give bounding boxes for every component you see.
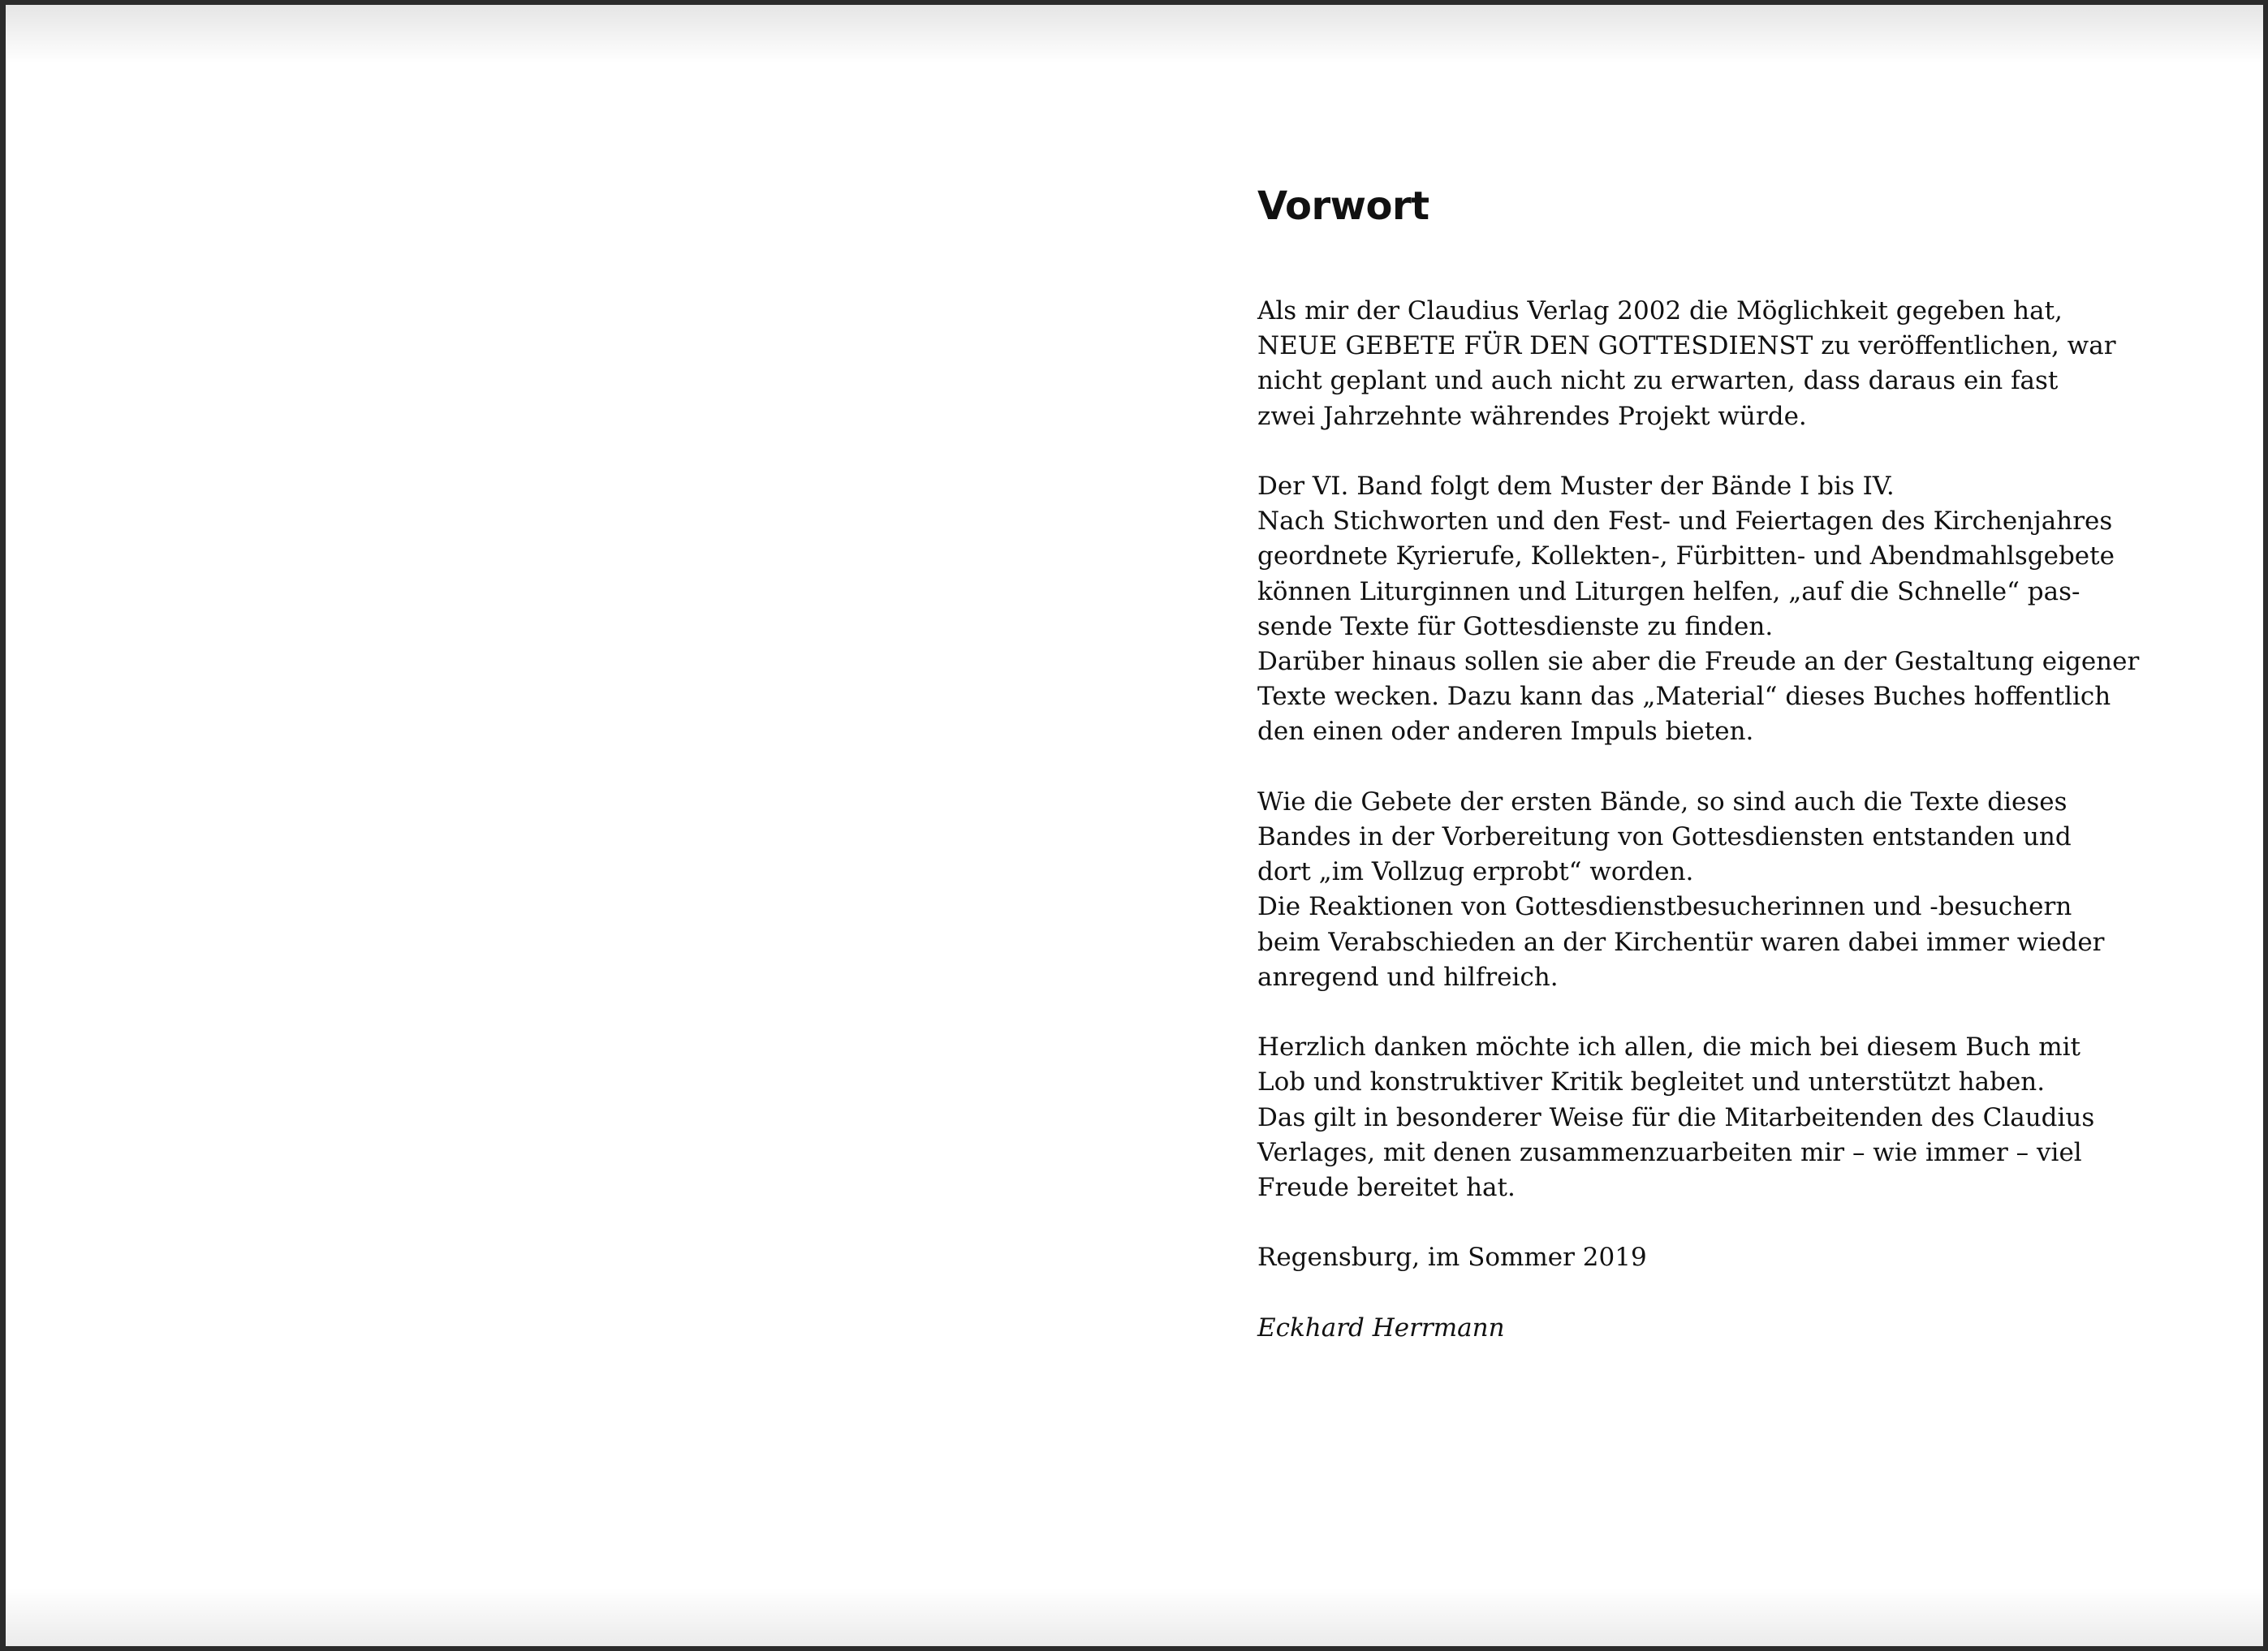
paragraph-line: anregend und hilfreich. [1257, 962, 1559, 992]
paragraph-line: Als mir der Claudius Verlag 2002 die Möglichkeit gegeben hat, [1257, 296, 2063, 325]
page-title: Vorwort [1257, 183, 1429, 229]
paragraph-line: können Liturginnen und Liturgen helfen, „auf die Schnelle“ pas- [1257, 576, 2080, 606]
foreword-content [1257, 183, 2150, 1381]
paragraph-line: den einen oder anderen Impuls bieten. [1257, 717, 1754, 747]
paragraph-line: Freude bereitet hat. [1257, 1173, 1516, 1203]
paragraph-3 [1257, 785, 2150, 995]
paragraph-line: Das gilt in besonderer Weise für die Mitarbeitenden des Claudius [1257, 1102, 2095, 1132]
paragraph-line: Wie die Gebete der ersten Bände, so sind auch die Texte dieses [1257, 787, 2068, 817]
paragraph-line: beim Verabschieden an der Kirchentür waren dabei immer wieder [1257, 927, 2105, 957]
paragraph-line: Die Reaktionen von Gottesdienstbesucherinnen und -besuchern [1257, 892, 2072, 922]
paragraph-line: geordnete Kyrierufe, Kollekten-, Fürbitten- und Abendmahlsgebete [1257, 541, 2115, 571]
paragraph-line: Der VI. Band folgt dem Muster der Bände I bis IV. [1257, 472, 1895, 501]
paragraph-1 [1257, 294, 2150, 434]
paragraph-line: zwei Jahrzehnte währendes Projekt würde. [1257, 401, 1807, 431]
paragraph-line: Verlages, mit denen zusammenzuarbeiten mir – wie immer – viel [1257, 1137, 2082, 1167]
paragraph-line: Herzlich danken möchte ich allen, die mich bei diesem Buch mit [1257, 1032, 2080, 1063]
paragraph-line: Lob und konstruktiver Kritik begleitet und unterstützt haben. [1257, 1067, 2046, 1097]
paragraph-line: sende Texte für Gottesdienste zu finden. [1257, 611, 1774, 641]
author-signature: Eckhard Herrmann [1257, 1313, 1505, 1343]
paragraph-line: Bandes in der Vorbereitung von Gottesdiensten entstanden und [1257, 822, 2072, 852]
paragraph-2 [1257, 469, 2150, 750]
paragraph-line: NEUE GEBETE FÜR DEN GOTTESDIENST zu veröffentlichen, war [1257, 331, 2116, 361]
paragraph-line: dort „im Vollzug erprobt“ worden. [1257, 857, 1694, 887]
paragraph-line: Darüber hinaus sollen sie aber die Freude an der Gestaltung eigener [1257, 647, 2140, 677]
paragraph-line: Texte wecken. Dazu kann das „Material“ dieses Buches hoffentlich [1257, 682, 2111, 712]
right-page [1134, 5, 2263, 1646]
paragraph-line: nicht geplant und auch nicht zu erwarten, dass daraus ein fast [1257, 366, 2059, 396]
left-blank-page [6, 5, 1134, 1646]
paragraph-line: Nach Stichworten und den Fest- und Feiertagen des Kirchenjahres [1257, 507, 2113, 537]
foreword-body [1257, 294, 2150, 1346]
book-spread [6, 5, 2263, 1646]
paragraph-4 [1257, 1030, 2150, 1205]
place-date: Regensburg, im Sommer 2019 [1257, 1243, 1647, 1273]
